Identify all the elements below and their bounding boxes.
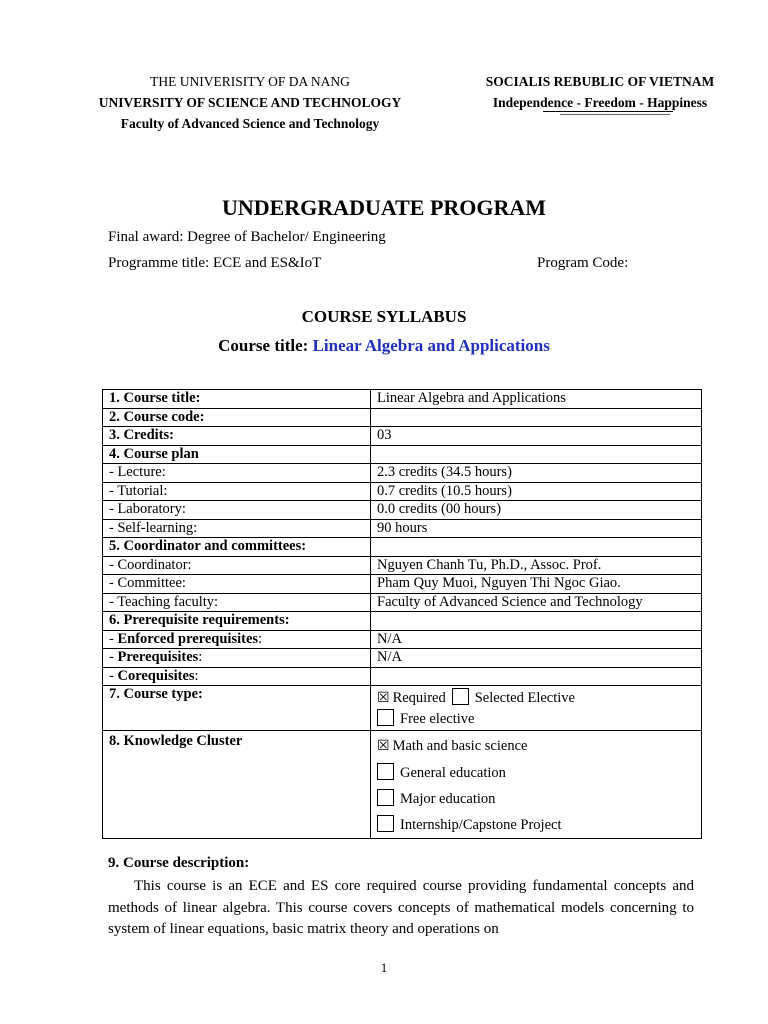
row-value: 90 hours	[371, 519, 702, 538]
checked-box-icon[interactable]: ☒	[377, 739, 390, 754]
row-label-text: - Committee:	[109, 575, 186, 591]
row-label-suffix: :	[194, 667, 199, 684]
row-value: 03	[371, 427, 702, 446]
course-type-label: 7. Course type:	[103, 686, 371, 731]
row-label-prefix: -	[109, 667, 118, 684]
row-label	[103, 667, 371, 686]
option-label: Required	[392, 690, 446, 706]
table-row-knowledge-cluster	[103, 731, 702, 839]
row-label	[103, 593, 371, 612]
unchecked-box-icon[interactable]	[377, 709, 394, 726]
table-row	[103, 593, 702, 612]
row-label-text: 1. Course title:	[109, 390, 201, 406]
row-label-text: 5. Coordinator and committees:	[109, 538, 307, 554]
table-row	[103, 630, 702, 649]
row-label-bold: Corequisites	[117, 667, 195, 684]
row-label	[103, 390, 371, 409]
table-row	[103, 390, 702, 409]
table-row	[103, 427, 702, 446]
row-label-text: - Self-learning:	[109, 519, 198, 536]
row-value: 2.3 credits (34.5 hours)	[371, 464, 702, 483]
row-value	[371, 667, 702, 686]
national-motto: Independence - Freedom - Happiness	[492, 95, 708, 110]
faculty-name: Faculty of Advanced Science and Technology	[120, 116, 380, 131]
row-label-bold: Enforced prerequisites	[117, 630, 259, 647]
school-name: UNIVERSITY OF SCIENCE AND TECHNOLOGY	[98, 95, 402, 110]
row-label-text: - Coordinator:	[109, 556, 192, 573]
knowledge-cluster-label: 8. Knowledge Cluster	[103, 731, 371, 839]
option-label: Math and basic science	[392, 738, 528, 754]
row-value: 0.7 credits (10.5 hours)	[371, 482, 702, 501]
row-label	[103, 556, 371, 575]
knowledge-cluster-options	[371, 731, 702, 839]
university-name: THE UNIVERISITY OF DA NANG	[150, 74, 350, 89]
course-type-options	[371, 686, 702, 731]
row-label	[103, 408, 371, 427]
row-label-text: - Tutorial:	[109, 482, 168, 499]
programme-title: Programme title: ECE and ES&IoT	[108, 255, 322, 271]
row-value: Nguyen Chanh Tu, Ph.D., Assoc. Prof.	[371, 556, 702, 575]
row-value	[371, 445, 702, 464]
row-label-text: - Lecture:	[109, 464, 166, 480]
table-row	[103, 482, 702, 501]
description-text: This course is an ECE and ES core required course providing fundamental concepts and methods of linear algebra. This course covers concepts of mathematical models concerning to system of linear equations, basic matrix theory and operations on	[108, 878, 694, 937]
row-value: 0.0 credits (00 hours)	[371, 501, 702, 520]
row-label-text: 6. Prerequisite requirements:	[109, 612, 290, 628]
row-label	[103, 445, 371, 464]
row-value: Faculty of Advanced Science and Technology	[371, 593, 702, 612]
row-value	[371, 612, 702, 631]
table-row	[103, 575, 702, 594]
row-label-text: - Laboratory:	[109, 501, 186, 517]
option-label: Selected Elective	[474, 690, 575, 706]
unchecked-box-icon[interactable]	[377, 763, 394, 780]
row-value: N/A	[371, 630, 702, 649]
course-description	[108, 876, 694, 941]
university-header	[60, 71, 440, 134]
national-header	[450, 71, 750, 113]
table-row	[103, 408, 702, 427]
row-label-prefix: -	[109, 649, 118, 665]
row-label-text: 3. Credits:	[109, 427, 174, 443]
row-label-suffix: :	[198, 649, 203, 665]
checked-box-icon[interactable]: ☒	[377, 691, 390, 706]
program-code: Program Code:	[537, 255, 629, 271]
table-row	[103, 445, 702, 464]
unchecked-box-icon[interactable]	[452, 688, 469, 705]
row-label	[103, 427, 371, 446]
table-row	[103, 464, 702, 483]
row-label-text: 2. Course code:	[109, 408, 205, 425]
row-label-text: 4. Course plan	[109, 445, 199, 462]
row-label	[103, 519, 371, 538]
program-title: UNDERGRADUATE PROGRAM	[221, 195, 547, 220]
course-title-line	[0, 336, 768, 356]
motto-underline-secondary	[560, 114, 670, 115]
syllabus-heading: COURSE SYLLABUS	[301, 307, 467, 326]
row-label	[103, 649, 371, 668]
table-row	[103, 649, 702, 668]
option-label: Major education	[400, 791, 496, 807]
table-row	[103, 538, 702, 557]
row-label-prefix: -	[109, 630, 118, 647]
row-value	[371, 538, 702, 557]
row-label	[103, 482, 371, 501]
row-label	[103, 501, 371, 520]
row-label-suffix: :	[258, 630, 263, 647]
row-value	[371, 408, 702, 427]
table-row	[103, 556, 702, 575]
row-value: N/A	[371, 649, 702, 668]
motto-underline	[543, 111, 673, 112]
table-row	[103, 612, 702, 631]
final-award: Final award: Degree of Bachelor/ Engineering	[108, 229, 386, 245]
course-title-label: Course title:	[218, 336, 313, 355]
row-label	[103, 464, 371, 483]
country-name: SOCIALIS REBUBLIC OF VIETNAM	[485, 74, 715, 89]
row-label	[103, 612, 371, 631]
row-label-bold: Prerequisites	[117, 649, 199, 665]
unchecked-box-icon[interactable]	[377, 789, 394, 806]
table-row	[103, 667, 702, 686]
row-value: Pham Quy Muoi, Nguyen Thi Ngoc Giao.	[371, 575, 702, 594]
syllabus-table	[102, 389, 702, 839]
option-label: Free elective	[400, 711, 475, 727]
row-label	[103, 538, 371, 557]
option-label: General education	[400, 765, 506, 781]
unchecked-box-icon[interactable]	[377, 815, 394, 832]
table-row-course-type	[103, 686, 702, 731]
row-value: Linear Algebra and Applications	[371, 390, 702, 409]
option-label: Internship/Capstone Project	[400, 817, 562, 833]
table-row	[103, 519, 702, 538]
page-number: 1	[380, 960, 388, 975]
row-label	[103, 575, 371, 594]
course-title-value: Linear Algebra and Applications	[312, 336, 550, 355]
table-row	[103, 501, 702, 520]
row-label-text: - Teaching faculty:	[109, 593, 219, 610]
description-heading: 9. Course description:	[108, 855, 250, 871]
row-label	[103, 630, 371, 649]
